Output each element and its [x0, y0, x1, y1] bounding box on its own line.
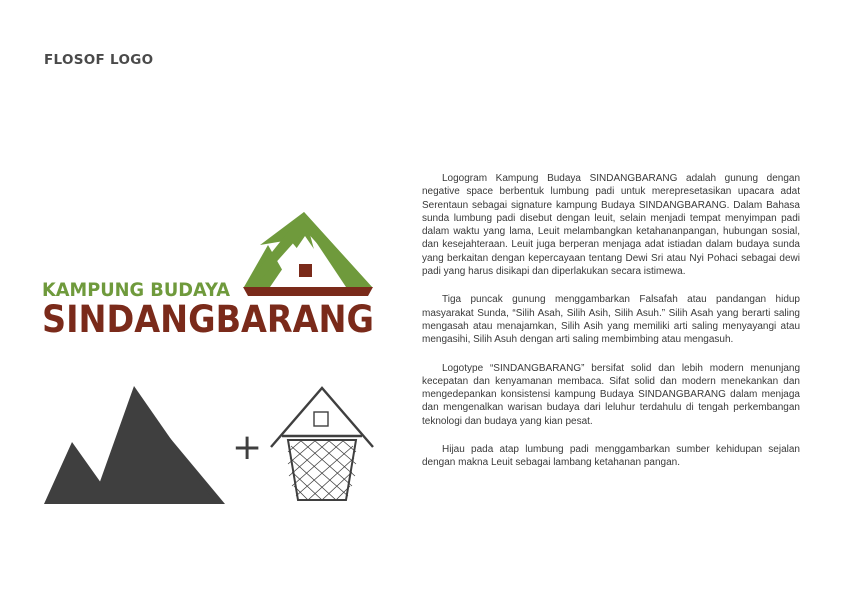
logo-line2: SINDANGBARANG	[42, 298, 374, 341]
page-title: FLOSOF LOGO	[44, 52, 154, 68]
paragraph-logogram: Logogram Kampung Budaya SINDANGBARANG adalah gunung dengan negative space berbentuk lumbung padi untuk merepresetasikan upacara adat Serentaun sebagai signature kampung Budaya SINDANGBARANG. Dalam Bahasa sunda lumbung padi disebut dengan leuit, selain menjadi tempat menyimpan padi dalam waktu yang lama, Leuit melambangkan ketahananpangan, hubungan sosial, dan kesejahteraan. Leuit juga berperan menjaga adat istiadan dalam budaya sunda yang berkaitan dengan kepercayaan tentang Dewi Sri atau Nyi Pohaci sebagai dewi padi yang harus disikapi dan diperlakukan secara istimewa.	[422, 173, 800, 278]
logo-base-bar	[243, 287, 373, 296]
lumbung-window	[299, 264, 312, 277]
lumbung-icon	[271, 388, 373, 500]
plus-sign: +	[232, 427, 263, 468]
description-text	[422, 172, 800, 485]
paragraph-green-roof: Hijau pada atap lumbung padi menggambarkan sumber kehidupan sejalan dengan makna Leuit sebagai lambang ketahanan pangan.	[422, 444, 800, 469]
logogram	[243, 212, 373, 296]
paragraph-logotype: Logotype “SINDANGBARANG” bersifat solid dan lebih modern menunjang kecepatan dan kenyamanan membaca. Sifat solid dan modern menekankan dan mengedepankan konsistensi kampung Budaya SINDANGBARANG dalam menjaga dan mengenalkan warisan budaya dari leluhur terdahulu di tengah perkembangan teknologi dan budaya yang kian pesat.	[422, 362, 800, 427]
three-mountains-icon	[44, 386, 225, 504]
paragraph-three-peaks: Tiga puncak gunung menggambarkan Falsafah atau pandangan hidup masyarakat Sunda, “Silih Asah, Silih Asih, Silih Asuh.” Silih Asah yang berarti saling mengasah atau menajamkan, Silih Asih yang memiliki arti saling menyayangi atau mengasihi, Silih Asuh dengan arti saling membimbing atau mengasuh.	[422, 294, 800, 346]
logo-line1: KAMPUNG BUDAYA	[42, 279, 231, 301]
